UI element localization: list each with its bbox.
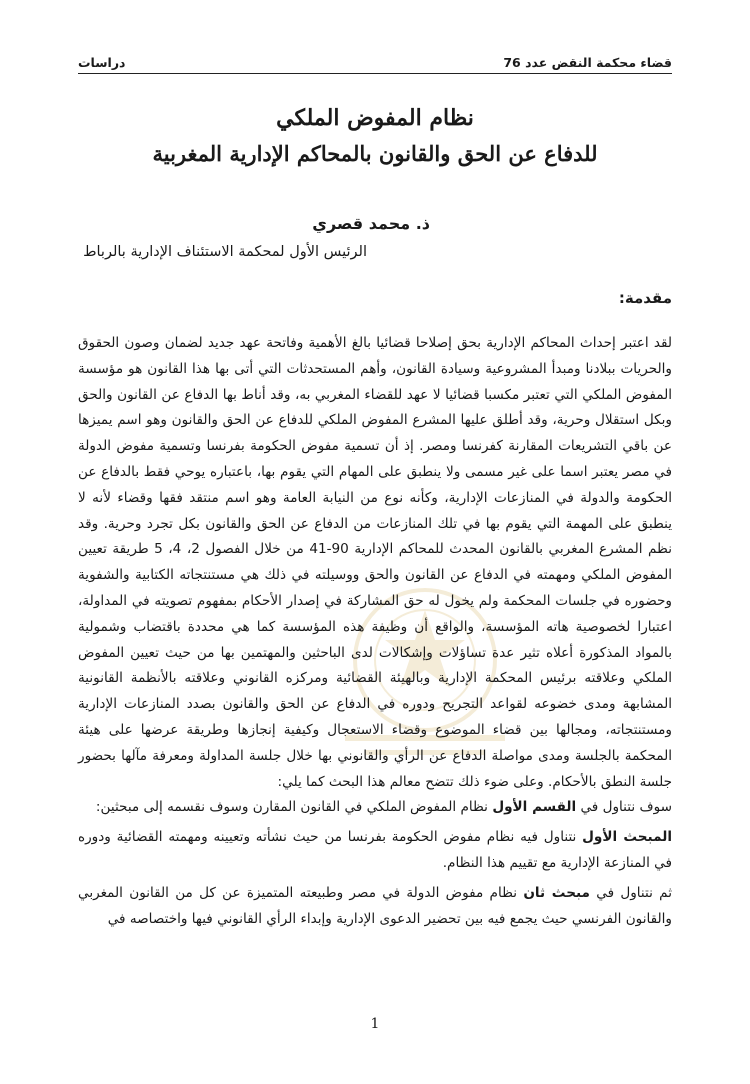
author-name: ذ. محمد قصري (312, 214, 430, 233)
plan-paragraph (78, 795, 672, 821)
author-position: الرئيس الأول لمحكمة الاستئناف الإدارية بالرباط (83, 244, 367, 260)
plan-post: نظام المفوض الملكي في القانون المقارن وسوف نقسمه إلى مبحثين: (95, 799, 488, 816)
page-number: 1 (370, 1016, 380, 1032)
main-title: نظام المفوض الملكي (276, 105, 474, 131)
subtitle: للدفاع عن الحق والقانون بالمحاكم الإدارية المغربية (152, 141, 598, 166)
body-text (78, 331, 672, 932)
section-two-text: نظام مفوض الدولة في مصر وطبيعته المتميزة عن كل من القانون المغربي والقانون الفرنسي حيث يجمع فيه بين تحضير الدعوى الإدارية وإبداء الرأي القانوني فيها واختصاصه في (78, 884, 672, 927)
running-header (78, 48, 672, 74)
header-section: دراسات (78, 55, 126, 70)
title-block (0, 100, 750, 172)
section-two-paragraph (78, 881, 672, 933)
section-two-pre: ثم نتناول في (596, 884, 673, 901)
plan-pre: سوف نتناول في (580, 799, 672, 816)
section-one-paragraph (78, 825, 672, 877)
plan-part-one: القسم الأول (492, 799, 577, 816)
intro-heading: مقدمة: (618, 289, 672, 307)
intro-paragraph: لقد اعتبر إحداث المحاكم الإدارية بحق إصلاحا قضائيا بالغ الأهمية وفاتحة عهد جديد لضمان وصون الحقوق والحريات ببلادنا ومبدأ المشروعية وسيادة القانون، وأهم المستحدثات التي أتى بها هذا القانون هو مؤسسة المفوض الملكي التي تعتبر مكسبا قضائيا لا عهد للقضاء المغربي به، وقد أناط بها الدفاع عن القانون والحق وبكل استقلال وحرية، وقد أطلق عليها المشرع المفوض الملكي للدفاع عن الحق والقانون وهو اسم يميزها عن باقي التشريعات المقارنة كفرنسا ومصر. إذ أن تسمية مفوض الحكومة بفرنسا وتسمية مفوض الدولة في مصر يعتبر اسما على غير مسمى ولا ينطبق على المهام التي يقوم بها، باعتباره يوحي فقط بالدفاع عن الحكومة والدولة في المنازعات الإدارية، وكأنه نوع من النيابة العامة وهو اسم منتقد فقها وقضاء لأنه لا ينطبق على المهمة التي يقوم بها في تلك المنازعات من الدفاع عن الحق والقانون بكل تجرد وحرية. وقد نظم المشرع المغربي بالقانون المحدث للمحاكم الإدارية 90-41 من خلال الفصول 2، 4، 5 طريقة تعيين المفوض الملكي ومهمته في الدفاع عن القانون والحق ووسيلته في ذلك هي مستنتجاته الكتابية والشفوية وحضوره في جلسات المحكمة ولم يخول له حق المشاركة في إصدار الأحكام بمفهوم تصويته في المداولة، اعتبارا لخصوصية هاته المؤسسة، والواقع أن وظيفة هذه المؤسسة كما هي محددة باقتضاب وشمولية بالمواد المذكورة أعلاه تثير عدة تساؤلات وإشكالات لدى الباحثين والمهتمين بها من حيث تعيين المفوض الملكي وعلاقته برئيس المحكمة الإدارية وبالهيئة القضائية ومركزه القانوني وعلاقته بالأنظمة القانونية المشابهة ومدى خضوعه لقواعد التجريح ودوره في الدفاع عن الحق والقانون بصدد المنازعات الإدارية ومستنتجاته، ومجالها بين قضاء الموضوع وقضاء الاستعجال وكيفية إنجازها وطريقة عرضها على هيئة المحكمة بالجلسة ومدى مواصلة الدفاع عن الرأي والقانوني بها خلال جلسة المداولة ومعرفة مآلها بحضور جلسة النطق بالأحكام. وعلى ضوء ذلك تتضح معالم هذا البحث كما يلي: (78, 335, 672, 790)
section-one-text: نتناول فيه نظام مفوض الحكومة بفرنسا من حيث نشأته وتعيينه ومهمته القضائية ودوره في المنازعة الإدارية مع تقييم هذا النظام. (78, 829, 672, 871)
header-journal: قضاء محكمة النقض عدد 76 (503, 55, 672, 70)
section-two-label: مبحث ثان (523, 884, 590, 901)
section-one-label: المبحث الأول (582, 829, 672, 846)
